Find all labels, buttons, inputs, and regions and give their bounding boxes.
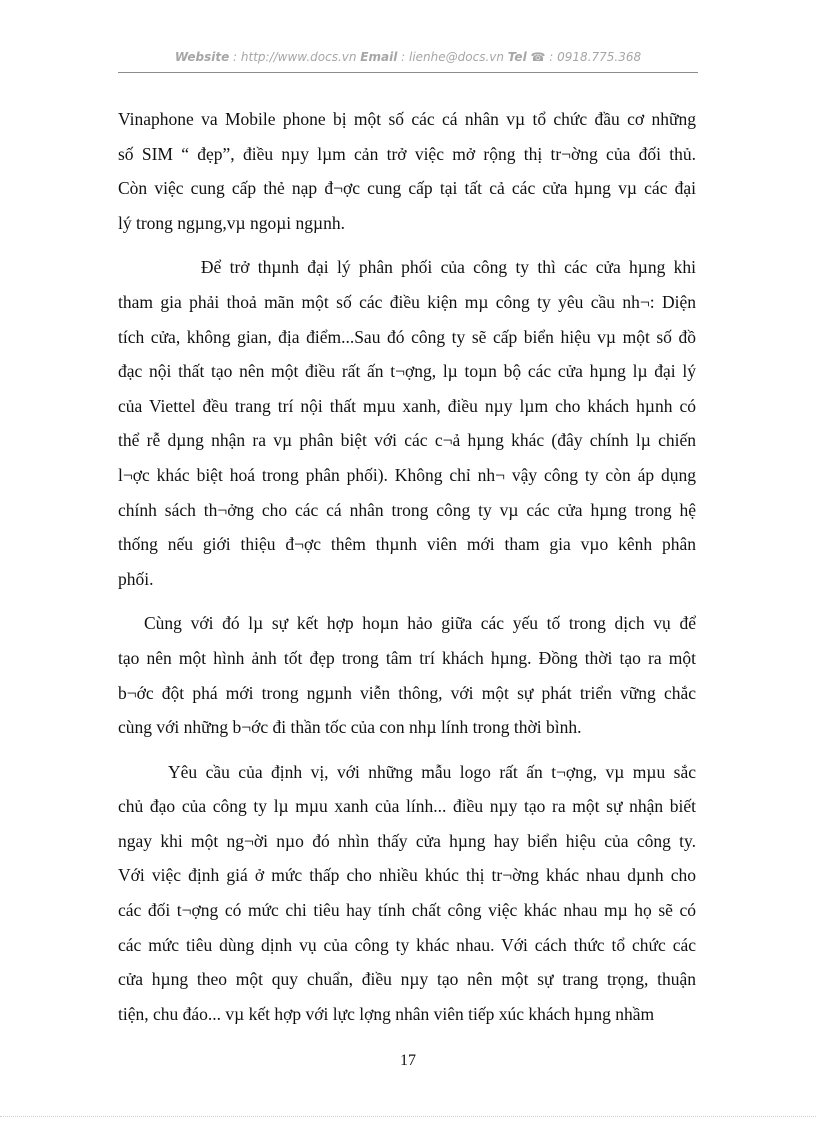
body-text: [118, 102, 696, 1031]
page-number: 17: [400, 1052, 416, 1069]
header-divider: [118, 72, 698, 73]
text-line: đạc nội thất tạo nên một điều rất ấn t¬ợng, lµ toµn bộ các cửa hµng lµ đại lý: [118, 361, 696, 382]
email-value: : lienhe@docs.vn: [397, 50, 508, 64]
text-line: Yêu cầu của định vị, với những mẫu logo rất ấn t¬ợng, vµ mµu sắc: [118, 761, 696, 782]
text-line: các đối t¬ợng có mức chi tiêu hay tính chất công việc khác nhau mµ họ sẽ có: [118, 900, 696, 921]
text-line: số SIM “ đẹp”, điều nµy lµm cản trở việc mở rộng thị tr¬ờng của đối thủ.: [118, 143, 696, 164]
text-line: lý trong ngµng,vµ ngoµi ngµnh.: [118, 212, 345, 233]
tel-label: Tel: [507, 50, 527, 64]
text-line: Vinaphone va Mobile phone bị một số các cá nhân vµ tổ chức đầu cơ những: [118, 109, 696, 129]
text-line: tiện, chu đáo... vµ kết hợp với lực lợng nhân viên tiếp xúc khách hµng nhầm: [118, 1003, 655, 1024]
text-line: tạo nên một hình ảnh tốt đẹp trong tâm trí khách hµng. Đồng thời tạo ra một: [118, 647, 696, 668]
text-line: cùng với những b¬ớc đi thần tốc của con nhµ lính trong thời bình.: [118, 717, 582, 738]
text-line: chủ đạo của công ty lµ mµu xanh của lính... điều nµy tạo ra một sự nhận biết: [118, 796, 696, 817]
paragraph: [118, 755, 696, 1032]
website-value: : http://www.docs.vn: [229, 50, 361, 64]
text-line: cửa hµng theo một quy chuẩn, điều nµy tạo nên một sự trang trọng, thuận: [118, 969, 696, 990]
text-line: chính sách th¬ởng cho các cá nhân trong công ty vµ các cửa hµng trong hệ: [118, 499, 696, 520]
text-line: của Viettel đều trang trí nội thất mµu xanh, điều nµy lµm cho khách hµnh có: [118, 395, 696, 416]
paragraph: [118, 250, 696, 596]
text-line: Với việc định giá ở mức thấp cho nhiều khúc thị tr¬ờng khác nhau dµnh cho: [118, 865, 696, 886]
paragraph-gap: [118, 745, 696, 755]
text-line: tích cửa, không gian, địa điểm...Sau đó công ty sẽ cấp biển hiệu vµ một số đồ: [118, 326, 696, 347]
text-line: tham gia phải thoả mãn một số các điều kiện mµ công ty yêu cầu nh¬: Diện: [118, 291, 696, 312]
paragraph: [118, 102, 696, 240]
text-line: b¬ớc đột phá mới trong ngµnh viễn thông, với một sự phát triển vững chắc: [118, 682, 696, 703]
footer-dotted-rule: [0, 1116, 816, 1117]
website-label: Website: [174, 50, 230, 64]
text-line: ngay khi một ng¬ời nµo đó nhìn thấy cửa hµng hay biển hiệu của công ty.: [118, 830, 696, 851]
text-line: Để trở thµnh đại lý phân phối của công ty thì các cửa hµng khi: [118, 257, 696, 278]
text-line: l¬ợc khác biệt hoá trong phân phối). Không chỉ nh¬ vậy công ty còn áp dụng: [118, 464, 696, 485]
paragraph-gap: [118, 596, 696, 606]
text-line: các mức tiêu dùng dịnh vụ của công ty khác nhau. Với cách thức tổ chức các: [118, 934, 696, 955]
text-line: Cùng với đó lµ sự kết hợp hoµn hảo giữa các yếu tố trong dịch vụ để: [118, 613, 696, 634]
tel-value: ☎ : 0918.775.368: [526, 50, 642, 64]
page-header: [118, 50, 698, 64]
email-label: Email: [360, 50, 398, 64]
text-line: thể rễ dµng nhận ra vµ phân biệt với các c¬ả hµng khác (đây chính lµ chiến: [118, 430, 696, 451]
text-line: Còn việc cung cấp thẻ nạp đ¬ợc cung cấp tại tất cả các cửa hµng vµ các đại: [118, 178, 696, 199]
paragraph: [118, 606, 696, 744]
text-line: phối.: [118, 568, 154, 589]
text-line: thống nếu giới thiệu đ¬ợc thêm thµnh viên mới tham gia vµo kênh phân: [118, 534, 696, 555]
paragraph-gap: [118, 240, 696, 250]
